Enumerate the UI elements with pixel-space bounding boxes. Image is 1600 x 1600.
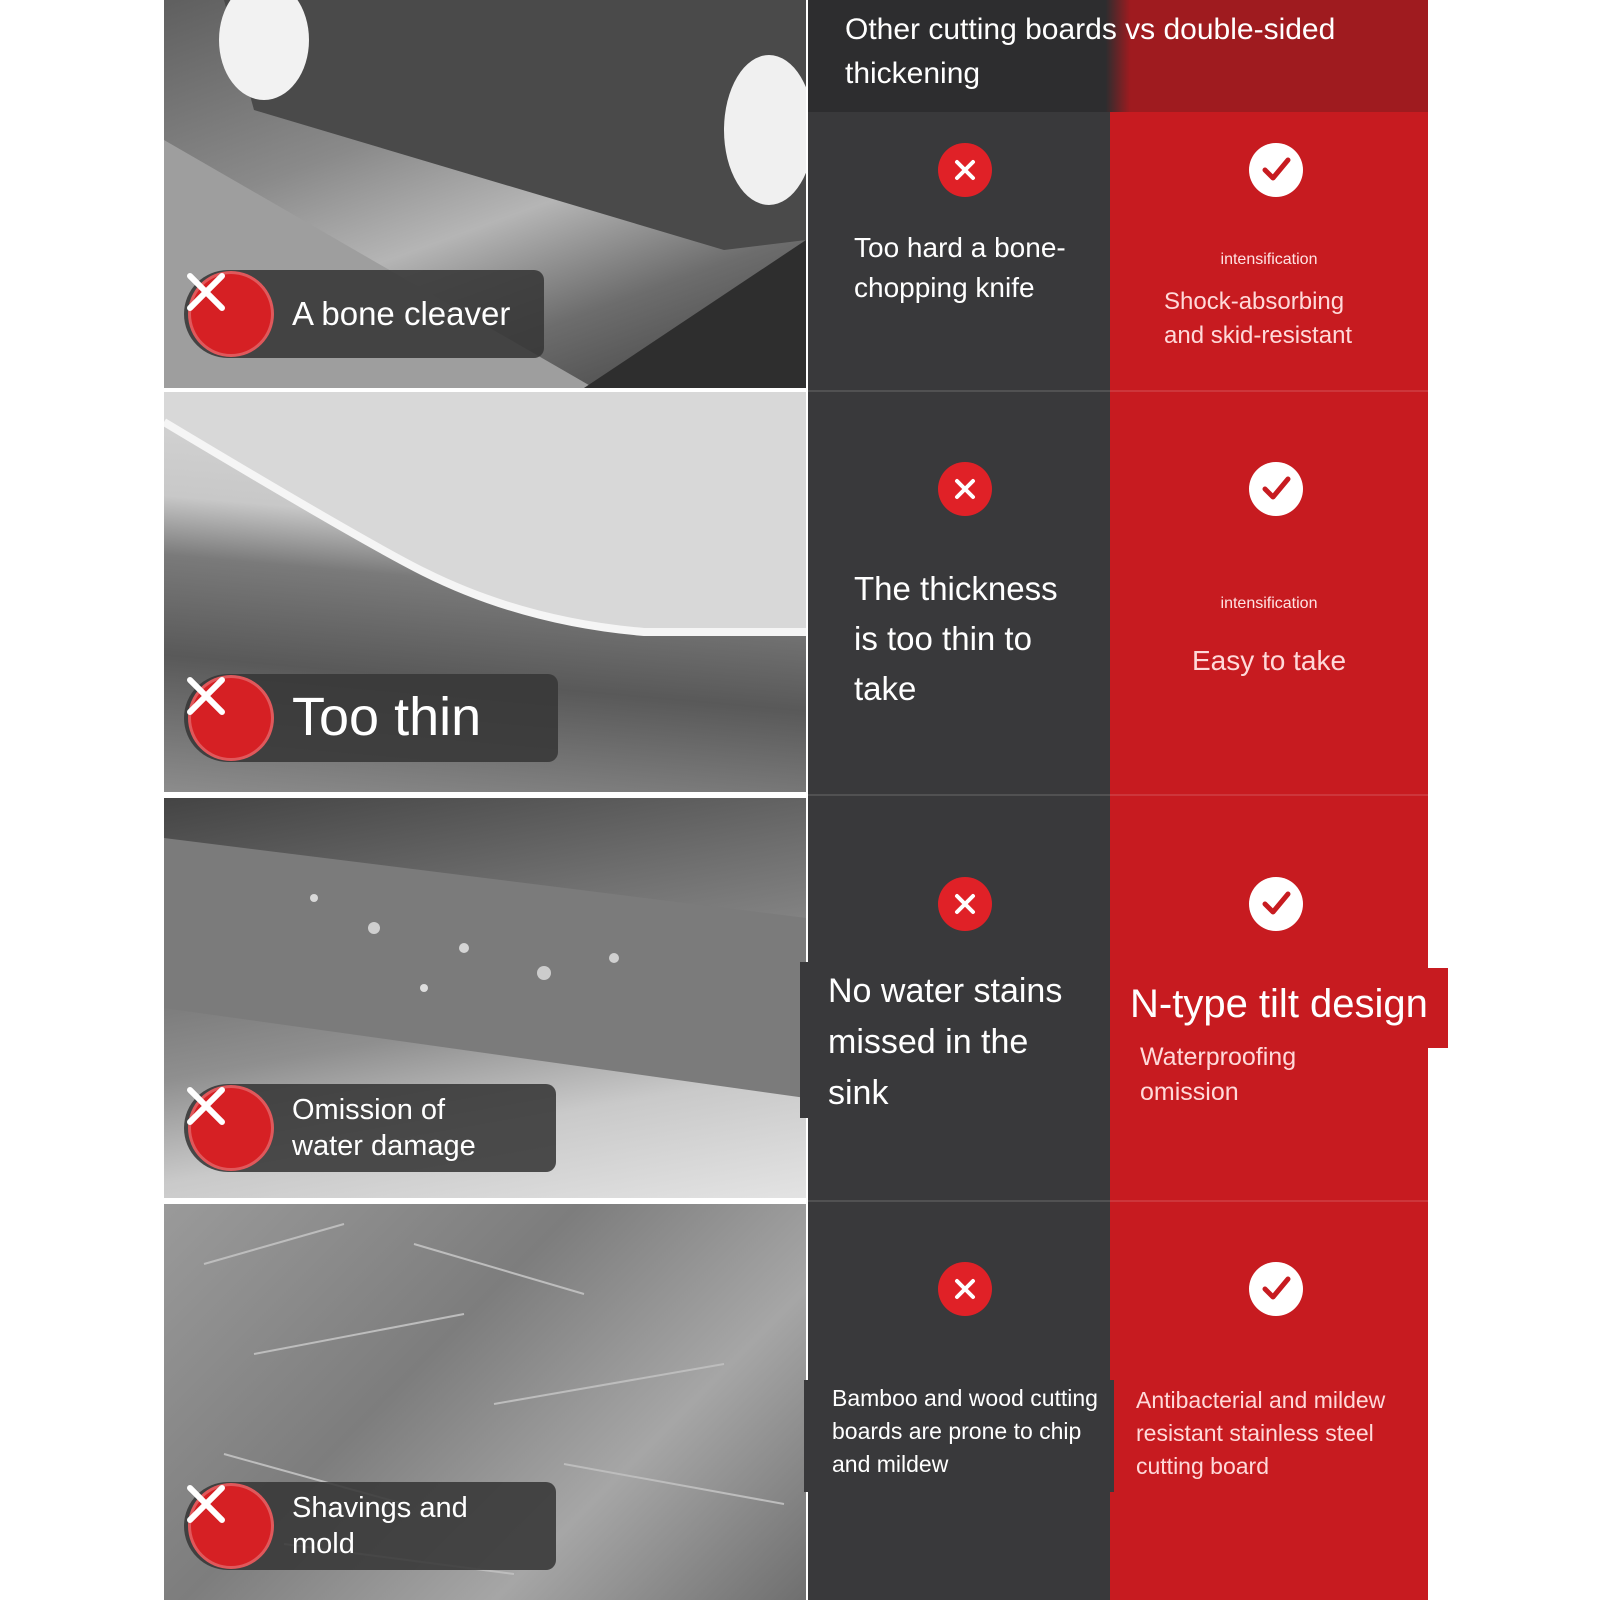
row1-good-tag: intensification [1220,251,1318,268]
check-circle-icon [1249,877,1303,931]
water-damage-photo [164,798,806,1198]
row1-good-text: Shock-absorbing and skid-resistant [1164,288,1353,349]
thin-badge [184,674,558,762]
thin-label: Too thin [292,687,482,748]
row4-bad-text: Bamboo and wood cutting boards are prone to chip and mildew [832,1385,1098,1477]
row2-bad-text: The thickness is too thin to take [854,570,1058,707]
x-circle-icon [938,462,992,516]
x-mark-icon [188,1085,274,1171]
x-circle-icon [938,1262,992,1316]
row2-good-tag: intensification [1220,595,1318,612]
comparison-graphic [164,0,1428,1600]
mold-photo [164,1204,806,1600]
thin-board-photo [164,392,806,792]
check-circle-icon [1249,143,1303,197]
header-title: Other cutting boards vs double-sided thickening [845,13,1336,90]
x-mark-icon [188,271,274,357]
cleaver-badge [184,270,544,358]
x-mark-icon [188,675,274,761]
row3-good-text: Waterproofing omission [1140,1043,1297,1106]
x-circle-icon [938,143,992,197]
water-badge [184,1084,556,1172]
row1-bad-text: Too hard a bone-chopping knife [854,232,1066,303]
x-circle-icon [938,877,992,931]
row3-bad-text: No water stains missed in the sink [828,972,1063,1112]
row3-good-tag: N-type tilt design [1120,968,1448,1048]
row-divider [808,390,1428,392]
check-circle-icon [1249,1262,1303,1316]
other-boards-column [808,112,1110,1600]
check-circle-icon [1249,462,1303,516]
x-mark-icon [188,1483,274,1569]
row-divider [808,1200,1428,1202]
row2-good-text: Easy to take [1191,645,1347,676]
water-label: Omission of water damage [292,1093,476,1162]
row-divider [808,794,1428,796]
cleaver-photo [164,0,806,388]
mold-badge [184,1482,556,1570]
row4-good-text: Antibacterial and mildew resistant stainless steel cutting board [1136,1387,1386,1479]
comparison-header [808,0,1428,112]
mold-label: Shavings and mold [292,1491,468,1560]
cleaver-label: A bone cleaver [292,295,511,333]
